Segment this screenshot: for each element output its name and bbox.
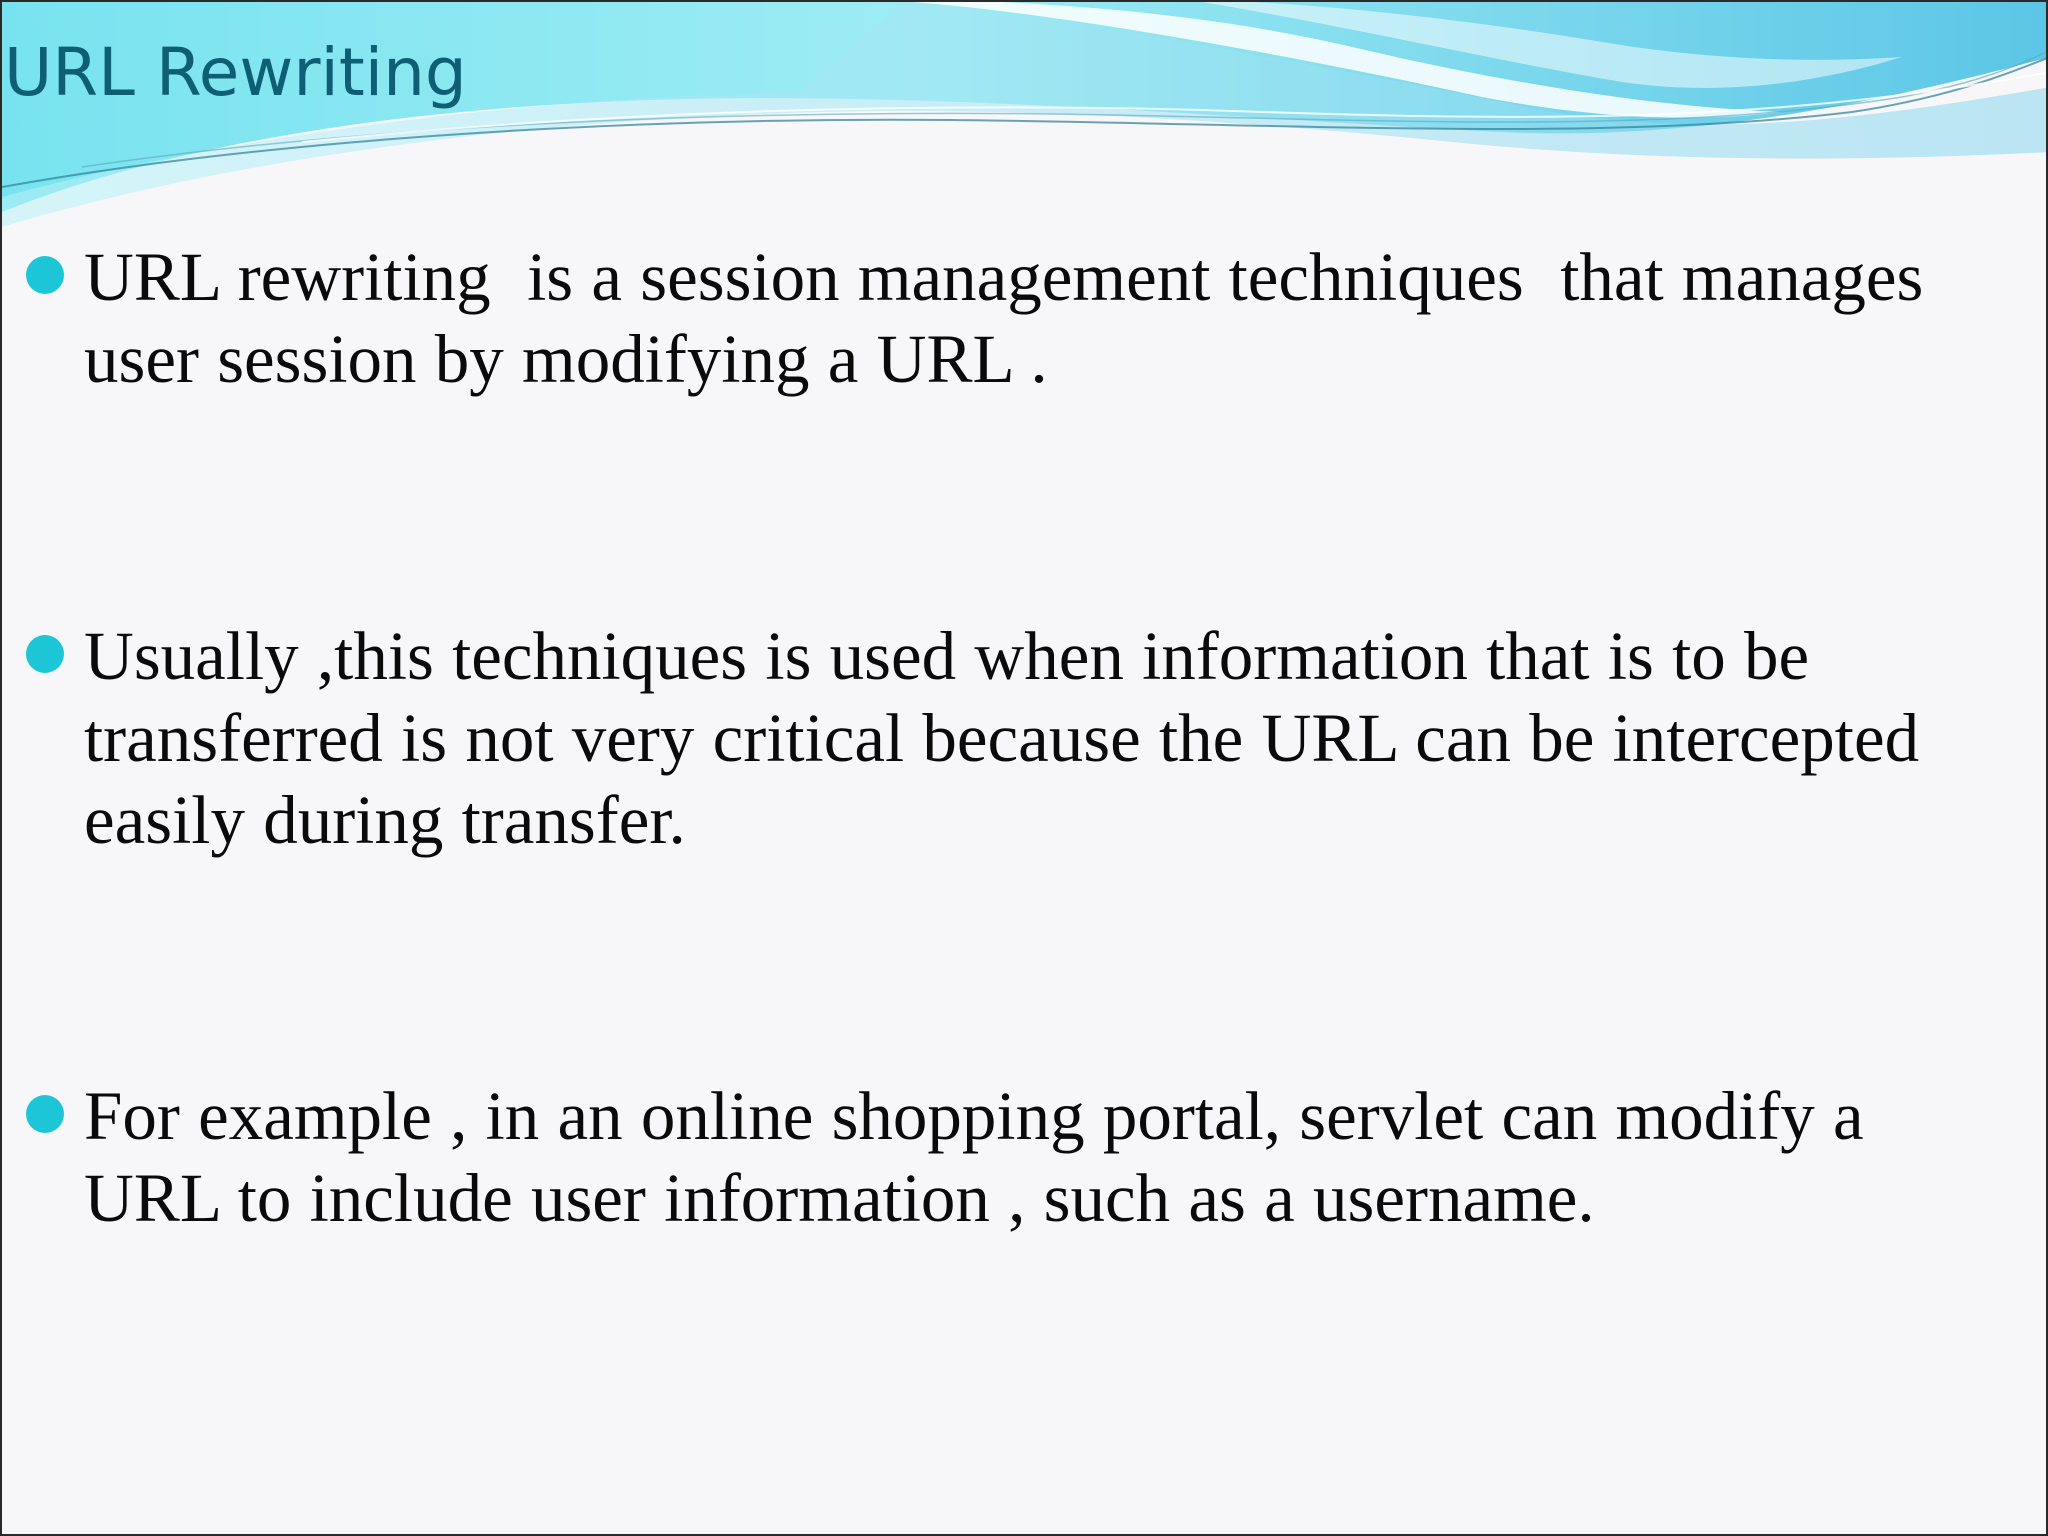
filled-circle-bullet-icon — [26, 635, 64, 673]
bullet-text: Usually ,this techniques is used when information that is to be transferred is not very critical because the URL can be intercepted easily during transfer. — [84, 618, 1938, 858]
bullet-text: URL rewriting is a session management techniques that manages user session by modifying a URL . — [84, 239, 1942, 397]
bullet-list — [2, 2, 2048, 1536]
bullet-item — [24, 236, 2014, 400]
bullet-text: For example , in an online shopping portal, servlet can modify a URL to include user information , such as a username. — [84, 1078, 1882, 1236]
filled-circle-bullet-icon — [26, 256, 64, 294]
filled-circle-bullet-icon — [26, 1095, 64, 1133]
bullet-item — [24, 615, 2014, 861]
slide-title: URL Rewriting — [4, 34, 467, 111]
bullet-item — [24, 1075, 2014, 1239]
